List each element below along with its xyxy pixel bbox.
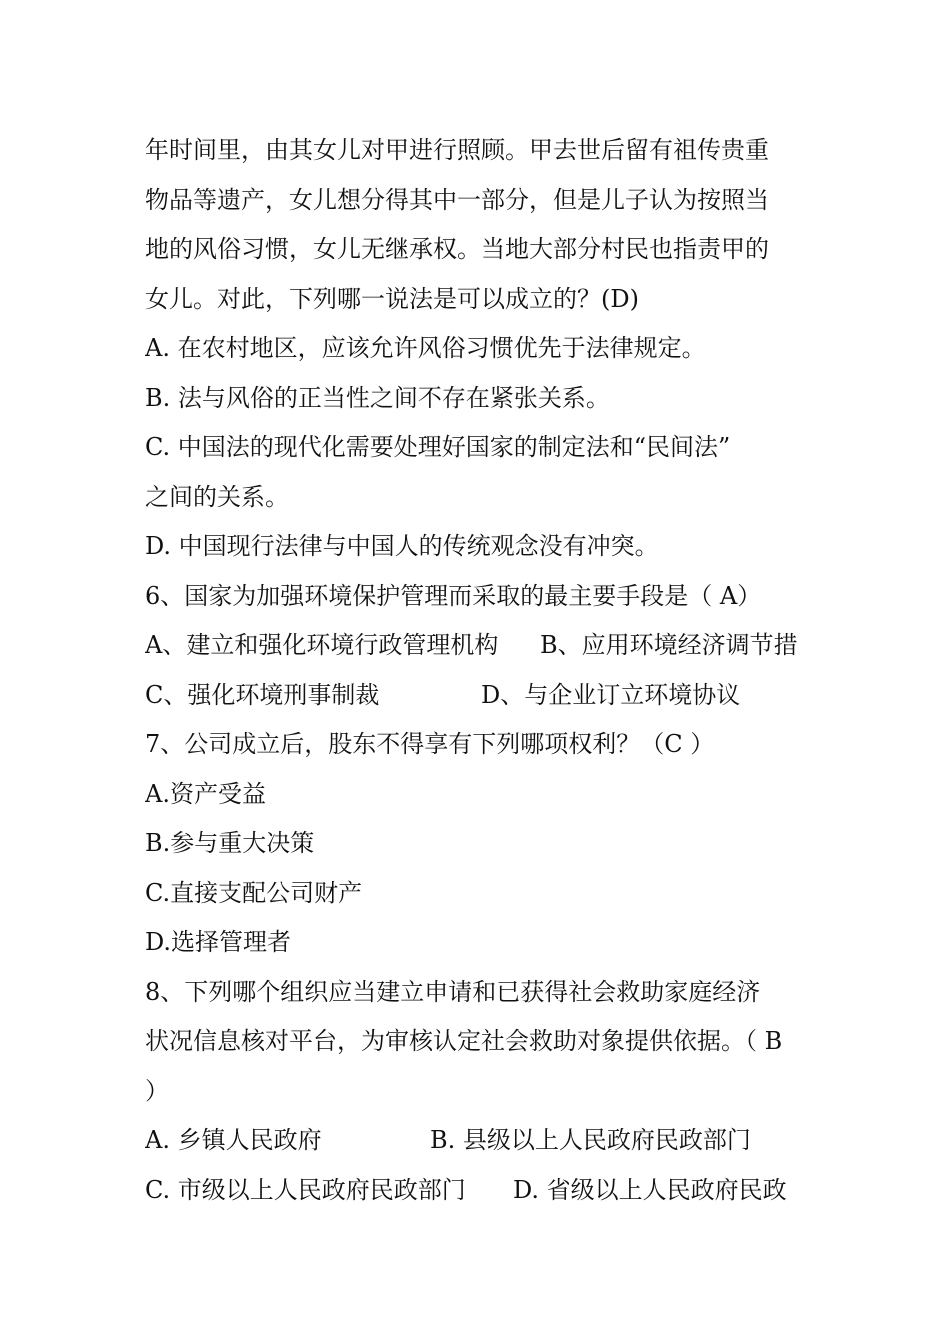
q6-stem: 6、国家为加强环境保护管理而采取的最主要手段是（ A） <box>145 581 762 610</box>
q8-option-d: D. 省级以上人民政府民政 <box>513 1175 787 1204</box>
q7-stem: 7、公司成立后，股东不得享有下列哪项权利？（C ） <box>145 730 715 758</box>
q5-option-c-cont: 之间的关系。 <box>145 482 289 511</box>
document-body <box>145 126 815 1215</box>
q8-stem-line-2: 状况信息核对平台，为审核认定社会救助对象提供依据。（ B <box>145 1027 783 1055</box>
q7-option-c: C.直接支配公司财产 <box>145 878 363 907</box>
q6-options-row-1 <box>145 621 815 671</box>
q8-option-c: C. 市级以上人民政府民政部门 <box>145 1175 466 1204</box>
q5-option-a: A. 在农村地区，应该允许风俗习惯优先于法律规定。 <box>145 334 706 362</box>
q5-option-b: B. 法与风俗的正当性之间不存在紧张关系。 <box>145 383 610 412</box>
q6-option-a: A、建立和强化环境行政管理机构 <box>145 631 499 659</box>
q8-stem-line-3: ） <box>145 1076 169 1105</box>
text-line-2: 物品等遗产，女儿想分得其中一部分，但是儿子认为按照当 <box>145 185 769 214</box>
q8-options-row-1 <box>145 1116 815 1166</box>
text-line-4: 女儿。对此，下列哪一说法是可以成立的？(D) <box>145 284 639 313</box>
q6-option-d: D、与企业订立环境协议 <box>481 680 741 709</box>
q7-option-b: B.参与重大决策 <box>145 829 315 857</box>
q7-option-d: D.选择管理者 <box>145 928 292 956</box>
q8-options-row-2 <box>145 1166 815 1216</box>
q8-option-a: A. 乡镇人民政府 <box>145 1126 322 1154</box>
q6-option-c: C、强化环境刑事制裁 <box>145 680 380 709</box>
text-line-3: 地的风俗习惯，女儿无继承权。当地大部分村民也指责甲的 <box>145 235 769 263</box>
q5-option-c: C. 中国法的现代化需要处理好国家的制定法和“民间法” <box>145 433 731 461</box>
q6-options-row-2 <box>145 671 815 721</box>
q8-option-b: B. 县级以上人民政府民政部门 <box>430 1126 751 1154</box>
q5-option-d: D. 中国现行法律与中国人的传统观念没有冲突。 <box>145 532 659 560</box>
q7-option-a: A.资产受益 <box>145 779 266 808</box>
q8-stem-line-1: 8、下列哪个组织应当建立申请和已获得社会救助家庭经济 <box>145 977 761 1006</box>
text-line-1: 年时间里，由其女儿对甲进行照顾。甲去世后留有祖传贵重 <box>145 136 769 164</box>
q6-option-b: B、应用环境经济调节措 <box>540 631 798 659</box>
